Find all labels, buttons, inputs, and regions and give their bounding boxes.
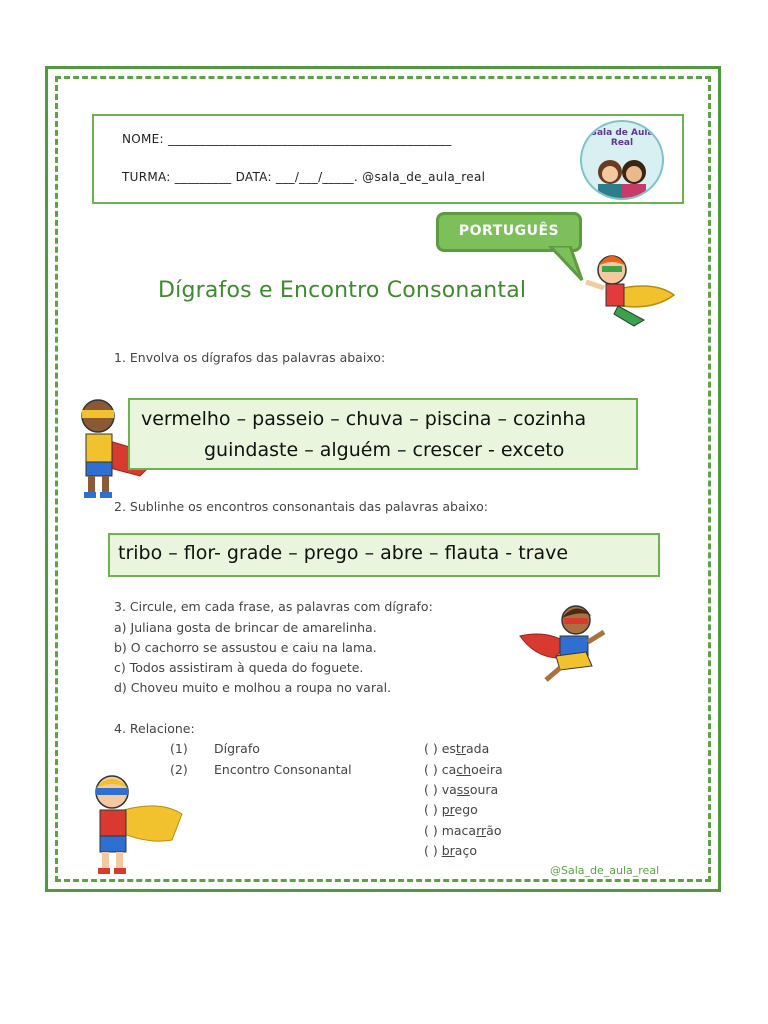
sentence-c: c) Todos assistiram à queda do foguete. bbox=[114, 660, 364, 675]
answer-paren: ( ) bbox=[424, 782, 438, 797]
sentence-b: b) O cachorro se assustou e caiu na lama. bbox=[114, 640, 377, 655]
answer-word-mark: ss bbox=[456, 782, 470, 797]
logo bbox=[580, 120, 664, 200]
sentence-a: a) Juliana gosta de brincar de amarelinha. bbox=[114, 620, 377, 635]
answer-word-post: ada bbox=[465, 741, 490, 756]
digraph-words-line-2: guindaste – alguém – crescer - exceto bbox=[204, 439, 565, 461]
flying-girl-hero-icon bbox=[574, 240, 678, 336]
answer-word-post: oura bbox=[469, 782, 499, 797]
answer-word-post: ão bbox=[486, 823, 502, 838]
footer-signature: @Sala_de_aula_real bbox=[546, 864, 663, 877]
question-3-prompt: 3. Circule, em cada frase, as palavras com dígrafo: bbox=[114, 599, 433, 614]
answer-word-mark: br bbox=[441, 843, 455, 858]
consonant-words-line: tribo – flor- grade – prego – abre – flauta - trave bbox=[118, 542, 569, 564]
answer-word-mark: tr bbox=[455, 741, 466, 756]
answer-word-pre: es bbox=[441, 741, 456, 756]
answer-paren: ( ) bbox=[424, 843, 438, 858]
logo-girls-icon bbox=[582, 122, 662, 198]
answer-row bbox=[424, 802, 478, 817]
answer-word-mark: rr bbox=[476, 823, 487, 838]
answer-paren: ( ) bbox=[424, 823, 438, 838]
option-1-label: Dígrafo bbox=[214, 741, 260, 756]
option-2-number: (2) bbox=[170, 762, 188, 777]
answer-word-pre: maca bbox=[441, 823, 477, 838]
answer-word-pre: ca bbox=[441, 762, 457, 777]
digraph-words-line-1: vermelho – passeio – chuva – piscina – cozinha bbox=[141, 408, 587, 430]
answer-paren: ( ) bbox=[424, 741, 438, 756]
question-2-prompt: 2. Sublinhe os encontros consonantais das palavras abaixo: bbox=[114, 499, 488, 514]
logo-text: Sala de Aula Real bbox=[590, 128, 654, 148]
blond-boy-hero-icon bbox=[80, 770, 184, 880]
answer-row bbox=[424, 823, 501, 838]
answer-word-mark: ch bbox=[456, 762, 472, 777]
answer-word-post: aço bbox=[454, 843, 477, 858]
answer-row bbox=[424, 782, 498, 797]
option-2-label: Encontro Consonantal bbox=[214, 762, 352, 777]
answer-word-post: ego bbox=[454, 802, 478, 817]
page-title: Dígrafos e Encontro Consonantal bbox=[158, 278, 527, 303]
question-4-prompt: 4. Relacione: bbox=[114, 721, 195, 736]
sentence-d: d) Choveu muito e molhou a roupa no varal. bbox=[114, 680, 392, 695]
option-1-number: (1) bbox=[170, 741, 188, 756]
answer-word-pre: va bbox=[441, 782, 457, 797]
class-date-field: TURMA: _________ DATA: ___/___/_____. @sala_de_aula_real bbox=[122, 170, 486, 184]
question-1-prompt: 1. Envolva os dígrafos das palavras abaixo: bbox=[114, 350, 386, 365]
answer-paren: ( ) bbox=[424, 802, 438, 817]
answer-row bbox=[424, 762, 503, 777]
subject-tag-text: PORTUGUÊS bbox=[458, 223, 560, 239]
answer-row bbox=[424, 843, 477, 858]
answer-paren: ( ) bbox=[424, 762, 438, 777]
answer-word-mark: pr bbox=[441, 802, 455, 817]
answer-row bbox=[424, 741, 489, 756]
name-field: NOME: _____________________________________________ bbox=[122, 132, 452, 146]
flying-girl-hero-icon-2 bbox=[516, 600, 616, 690]
answer-word-post: oeira bbox=[471, 762, 503, 777]
